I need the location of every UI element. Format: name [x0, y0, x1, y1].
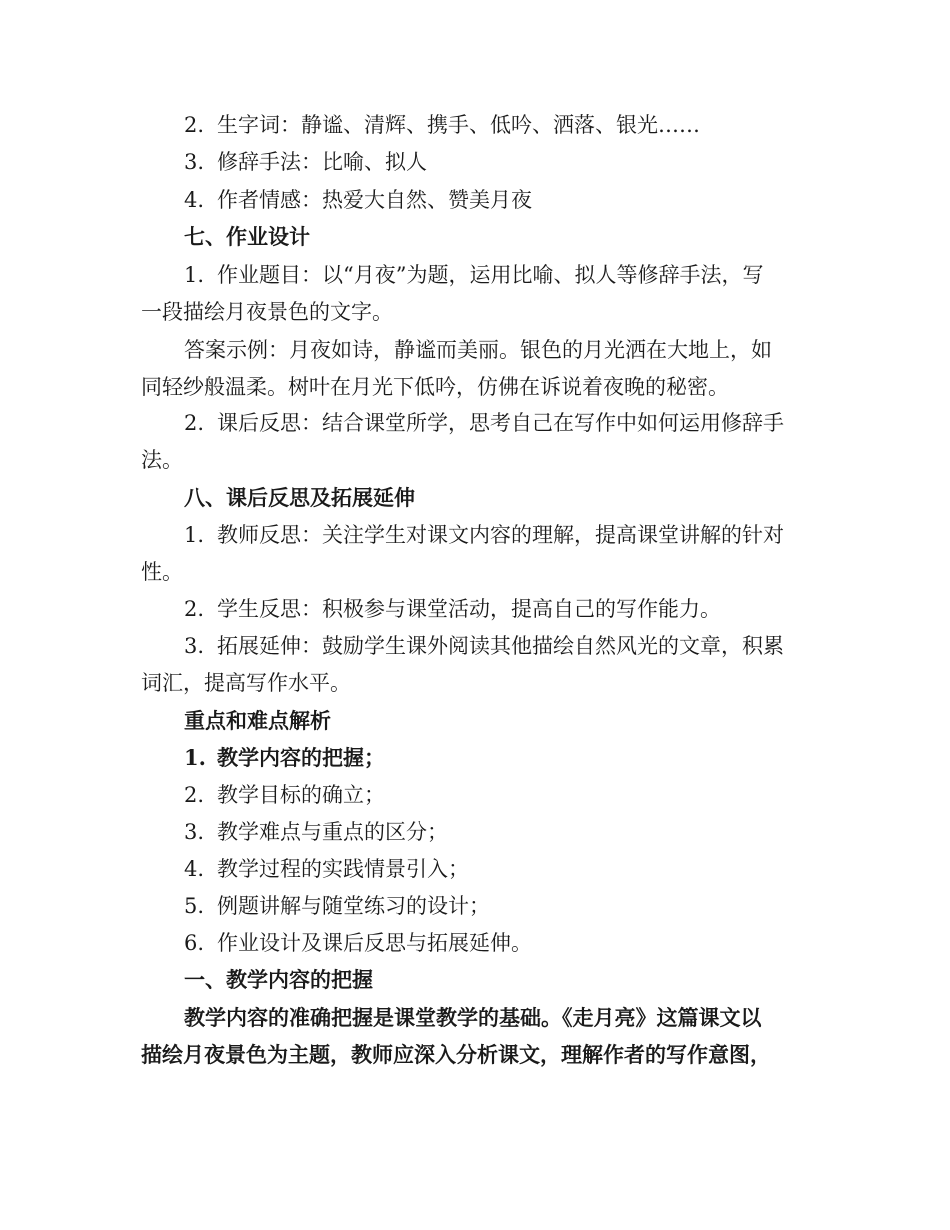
list-item: 1. 教学内容的把握；	[184, 745, 385, 770]
list-item: 3. 修辞手法：比喻、拟人	[184, 150, 427, 174]
paragraph-line: 教学内容的准确把握是课堂教学的基础。《走月亮》这篇课文以	[184, 1005, 762, 1030]
section-heading: 一、教学内容的把握	[184, 967, 373, 992]
line-text: 教学难点与重点的区分；	[217, 820, 448, 844]
line-text: 例题讲解与随堂练习的设计；	[217, 894, 490, 918]
section-heading: 七、作业设计	[184, 224, 310, 249]
line-text: 教学内容的把握；	[217, 745, 385, 770]
line-text: 教学过程的实践情景引入；	[217, 857, 469, 881]
paragraph-line: 答案示例：月夜如诗，静谧而美丽。银色的月光洒在大地上，如	[184, 338, 772, 362]
list-item: 2. 学生反思：积极参与课堂活动，提高自己的写作能力。	[184, 597, 721, 621]
paragraph-line: 性。	[141, 560, 183, 584]
line-text: 作者情感：热爱大自然、赞美月夜	[217, 188, 532, 212]
list-item: 3. 拓展延伸：鼓励学生课外阅读其他描绘自然风光的文章，积累	[184, 634, 784, 658]
line-text: 修辞手法：比喻、拟人	[217, 150, 427, 174]
paragraph-line: 词汇，提高写作水平。	[141, 671, 351, 695]
line-text: 课后反思：结合课堂所学，思考自己在写作中如何运用修辞手	[217, 411, 784, 435]
paragraph-line: 描绘月夜景色为主题，教师应深入分析课文，理解作者的写作意图，	[141, 1042, 771, 1067]
line-text: 作业题目：以“月夜”为题，运用比喻、拟人等修辞手法，写	[217, 263, 764, 287]
list-item: 1. 作业题目：以“月夜”为题，运用比喻、拟人等修辞手法，写	[184, 263, 764, 287]
paragraph-line: 一段描绘月夜景色的文字。	[141, 300, 393, 324]
list-item: 1. 教师反思：关注学生对课文内容的理解，提高课堂讲解的针对	[184, 523, 784, 547]
list-item: 2. 生字词：静谧、清辉、携手、低吟、洒落、银光……	[184, 113, 700, 137]
line-text: 作业设计及课后反思与拓展延伸。	[217, 931, 532, 955]
section-heading: 重点和难点解析	[184, 708, 331, 733]
line-text: 拓展延伸：鼓励学生课外阅读其他描绘自然风光的文章，积累	[217, 634, 784, 658]
list-item: 2. 教学目标的确立；	[184, 783, 385, 807]
list-item: 6. 作业设计及课后反思与拓展延伸。	[184, 931, 532, 955]
line-text: 学生反思：积极参与课堂活动，提高自己的写作能力。	[217, 597, 721, 621]
paragraph-line: 同轻纱般温柔。树叶在月光下低吟，仿佛在诉说着夜晚的秘密。	[141, 375, 729, 399]
line-text: 教学目标的确立；	[217, 783, 385, 807]
list-item: 4. 作者情感：热爱大自然、赞美月夜	[184, 188, 532, 212]
line-text: 教师反思：关注学生对课文内容的理解，提高课堂讲解的针对	[217, 523, 784, 547]
list-item: 5. 例题讲解与随堂练习的设计；	[184, 894, 490, 918]
list-item: 4. 教学过程的实践情景引入；	[184, 857, 469, 881]
list-item: 3. 教学难点与重点的区分；	[184, 820, 448, 844]
line-text: 生字词：静谧、清辉、携手、低吟、洒落、银光……	[217, 113, 700, 137]
paragraph-line: 法。	[141, 448, 183, 472]
section-heading: 八、课后反思及拓展延伸	[184, 485, 415, 510]
list-item: 2. 课后反思：结合课堂所学，思考自己在写作中如何运用修辞手	[184, 411, 784, 435]
